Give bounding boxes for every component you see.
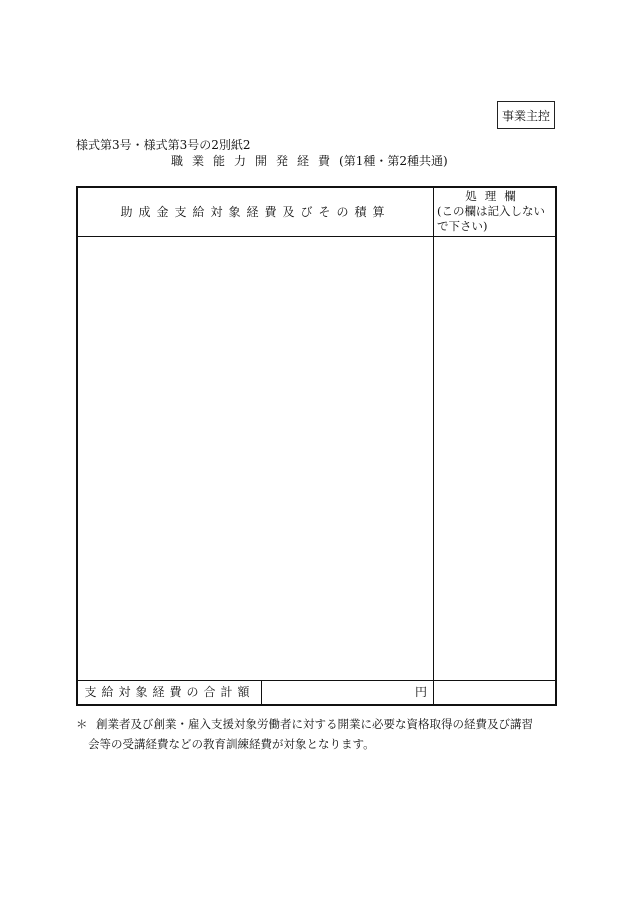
expense-details-area[interactable] [78, 237, 433, 680]
title-main: 職業能力開発経費 [171, 154, 340, 168]
yen-unit: 円 [414, 685, 427, 699]
asterisk-mark: ＊ [76, 717, 88, 731]
form-number: 様式第3号・様式第3号の2別紙2 [76, 138, 251, 152]
total-amount-label: 支給対象経費の合計額 [84, 685, 255, 699]
expense-column-header: 助成金支給対象経費及びその積算 [120, 205, 391, 219]
footnote-text1: 創業者及び創業・雇入支援対象労働者に対する開業に必要な資格取得の経費及び講習 [96, 717, 533, 731]
processing-note-line1: (この欄は記入しない [437, 204, 545, 218]
processing-area [434, 237, 555, 680]
footnote-line2: 会等の受講経費などの教育訓練経費が対象となります。 [88, 737, 375, 751]
document-title [171, 152, 448, 169]
business-copy-tag: 事業主控 [497, 101, 555, 129]
processing-column-header [434, 189, 555, 234]
footnote [76, 714, 571, 754]
total-amount-field[interactable] [262, 681, 427, 704]
processing-title: 処理欄 [465, 189, 524, 203]
footnote-line1 [76, 714, 571, 734]
expense-table [76, 186, 557, 706]
title-note: (第1種・第2種共通) [339, 154, 448, 168]
processing-note-line2: で下さい) [437, 219, 488, 233]
